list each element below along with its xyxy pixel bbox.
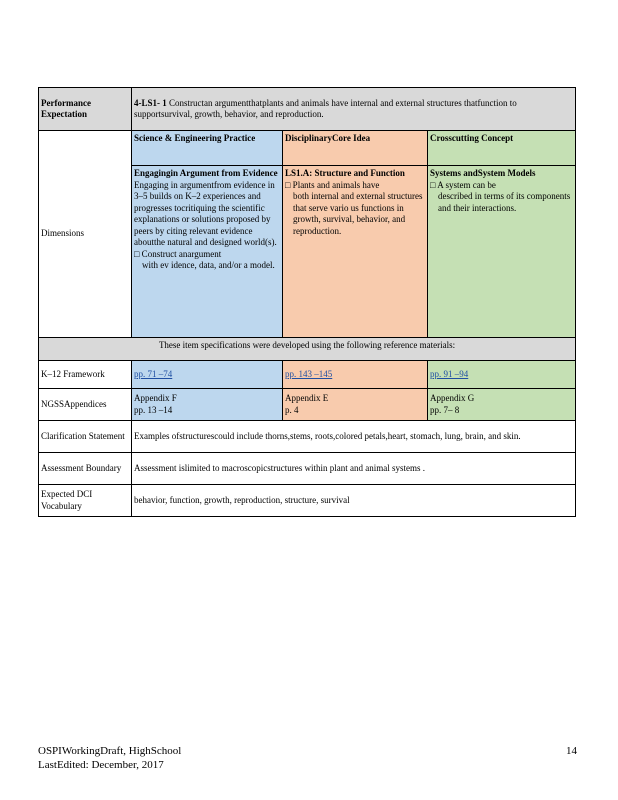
pe-label: Performance Expectation (39, 88, 132, 131)
science-header: Science & Engineering Practice (132, 131, 283, 166)
cross-body-cell (428, 166, 576, 338)
vocab-text: behavior, function, growth, reproduction, structure, survival (132, 485, 576, 517)
ngss-science-appendix: Appendix F (134, 393, 177, 403)
reference-note-row (39, 338, 576, 361)
ngss-cross-cell (428, 389, 576, 421)
framework-label: K–12 Framework (39, 361, 132, 389)
boundary-label: Assessment Boundary (39, 453, 132, 485)
core-bullet: □ Plants and animals have (285, 179, 380, 190)
ngss-label: NGSSAppendices (39, 389, 132, 421)
science-bullet-cont: with ev idence, data, and/or a model. (142, 260, 275, 270)
ngss-science-cell (132, 389, 283, 421)
cross-header: Crosscutting Concept (428, 131, 576, 166)
ngss-cross-appendix: Appendix G (430, 393, 475, 403)
ngss-cross-pages: pp. 7– 8 (430, 404, 460, 415)
core-body-cell (283, 166, 428, 338)
cross-title: Systems andSystem Models (430, 168, 536, 178)
clarification-label: Clarification Statement (39, 421, 132, 453)
item-spec-table (38, 87, 576, 517)
dimensions-label: Dimensions (39, 131, 132, 338)
science-body-cell (132, 166, 283, 338)
vocab-row (39, 485, 576, 517)
ngss-core-cell (283, 389, 428, 421)
cross-bullet: □ A system can be (430, 179, 496, 190)
cross-bullet-cont: described in terms of its components and their interactions. (438, 191, 571, 213)
boundary-row (39, 453, 576, 485)
framework-core-cell (283, 361, 428, 389)
science-title: Engagingin Argument from Evidence (134, 168, 278, 178)
dimensions-header-row (39, 131, 576, 166)
ngss-core-pages: p. 4 (285, 404, 299, 415)
framework-cross-link[interactable]: pp. 91 –94 (430, 368, 469, 379)
framework-cross-cell (428, 361, 576, 389)
ngss-core-appendix: Appendix E (285, 393, 329, 403)
footer-left (38, 744, 181, 772)
science-bullet: □ Construct anargument (134, 248, 222, 259)
clarification-row (39, 421, 576, 453)
pe-row (39, 88, 576, 131)
pe-text-cell (132, 88, 576, 131)
core-header: DisciplinaryCore Idea (283, 131, 428, 166)
vocab-label: Expected DCI Vocabulary (39, 485, 132, 517)
science-body: Engaging in argumentfrom evidence in 3–5 builds on K–2 experiences and progresses tocritiquing the scientific explanations or solutions proposed by peers by citing relevant evidence aboutthe natural and designed world(s). (134, 179, 277, 247)
page-number: 14 (566, 745, 577, 757)
framework-core-link[interactable]: pp. 143 –145 (285, 368, 333, 379)
ngss-science-pages: pp. 13 –14 (134, 404, 173, 415)
pe-code: 4-LS1- 1 (134, 97, 167, 108)
framework-science-link[interactable]: pp. 71 –74 (134, 368, 173, 379)
ngss-row (39, 389, 576, 421)
framework-science-cell (132, 361, 283, 389)
framework-row (39, 361, 576, 389)
footer-line2: LastEdited: December, 2017 (38, 759, 164, 771)
reference-note: These item specifications were developed using the following reference materials: (39, 338, 576, 361)
core-title: LS1.A: Structure and Function (285, 168, 405, 178)
footer-line1: OSPIWorkingDraft, HighSchool (38, 745, 182, 757)
boundary-text: Assessment islimited to macroscopicstructures within plant and animal systems . (132, 453, 576, 485)
clarification-text: Examples ofstructurescould include thorns,stems, roots,colored petals,heart, stomach, lung, brain, and skin. (132, 421, 576, 453)
pe-text: Constructan argumentthatplants and animals have internal and external structures thatfunction to supportsurvival, growth, behavior, and reproduction. (134, 97, 517, 119)
core-bullet-cont: both internal and external structures that serve vario us functions in growth, survival, behavior, and reproduction. (293, 191, 423, 236)
